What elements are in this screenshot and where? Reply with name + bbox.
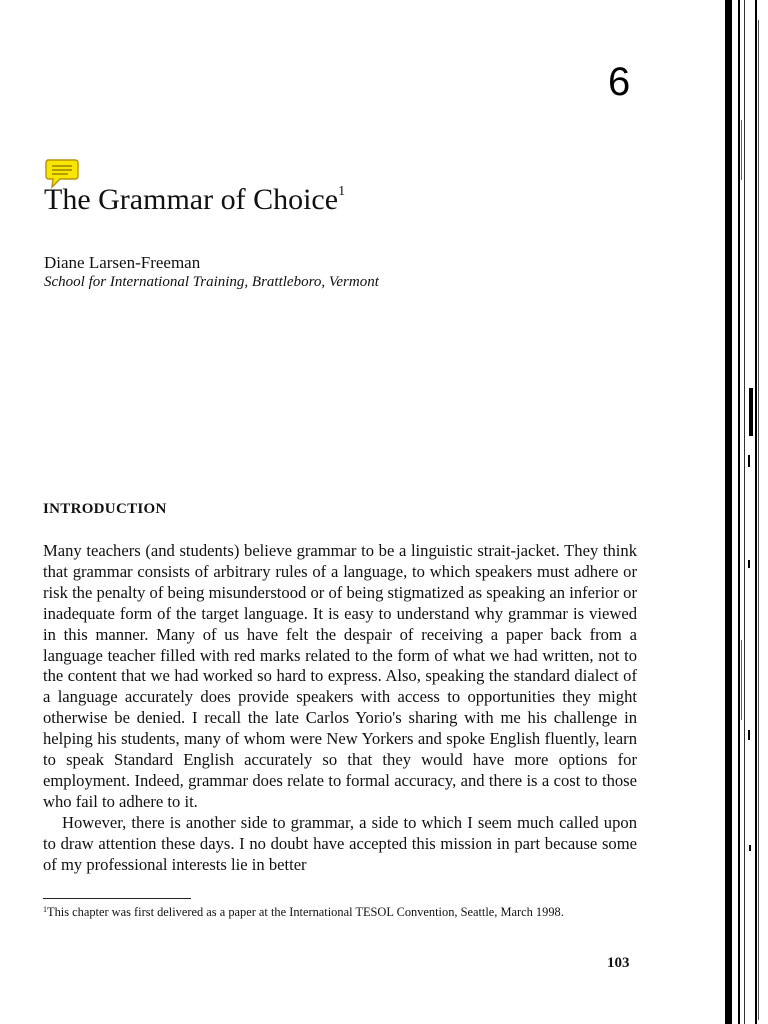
title-footnote-marker: 1 xyxy=(338,184,346,199)
author-name: Diane Larsen-Freeman xyxy=(44,253,201,272)
footnote-divider xyxy=(43,898,191,899)
body-text xyxy=(43,541,637,876)
footnote-text: This chapter was first delivered as a paper at the International TESOL Convention, Seattle, March 1998. xyxy=(47,905,564,919)
section-heading: INTRODUCTION xyxy=(43,501,167,517)
chapter-title-text: The Grammar of Choice xyxy=(44,183,339,216)
scan-edge-artifact xyxy=(700,0,768,1024)
footnote-marker: 1 xyxy=(43,905,47,914)
page-number: 103 xyxy=(607,955,630,971)
footnote xyxy=(43,904,637,921)
chapter-title xyxy=(44,183,345,218)
author-affiliation: School for International Training, Brattleboro, Vermont xyxy=(44,274,379,290)
paragraph-1: Many teachers (and students) believe grammar to be a linguistic strait-jacket. They think that grammar consists of arbitrary rules of a language, to which speakers must adhere or risk the penalty of being misunderstood or of being stigmatized as speaking an inferior or inadequate form of the target language. It is easy to understand why grammar is viewed in this manner. Many of us have felt the despair of receiving a paper back from a language teacher filled with red marks related to the form of what we had written, not to the content that we had worked so hard to express. Also, speaking the standard dialect of a language accurately does provide speakers with access to opportunities they might otherwise be denied. I recall the late Carlos Yorio's sharing with me his challenge in helping his students, many of whom were New Yorkers and spoke English fluently, learn to speak Standard English accurately so that they would have more options for employment. Indeed, grammar does relate to formal accuracy, and there is a cost to those who fail to adhere to it. xyxy=(43,541,637,811)
chapter-number: 6 xyxy=(608,60,631,104)
paragraph-2: However, there is another side to grammar, a side to which I seem much called upon to draw attention these days. I no doubt have accepted this mission in part because some of my professional interests lie in better xyxy=(43,812,637,874)
